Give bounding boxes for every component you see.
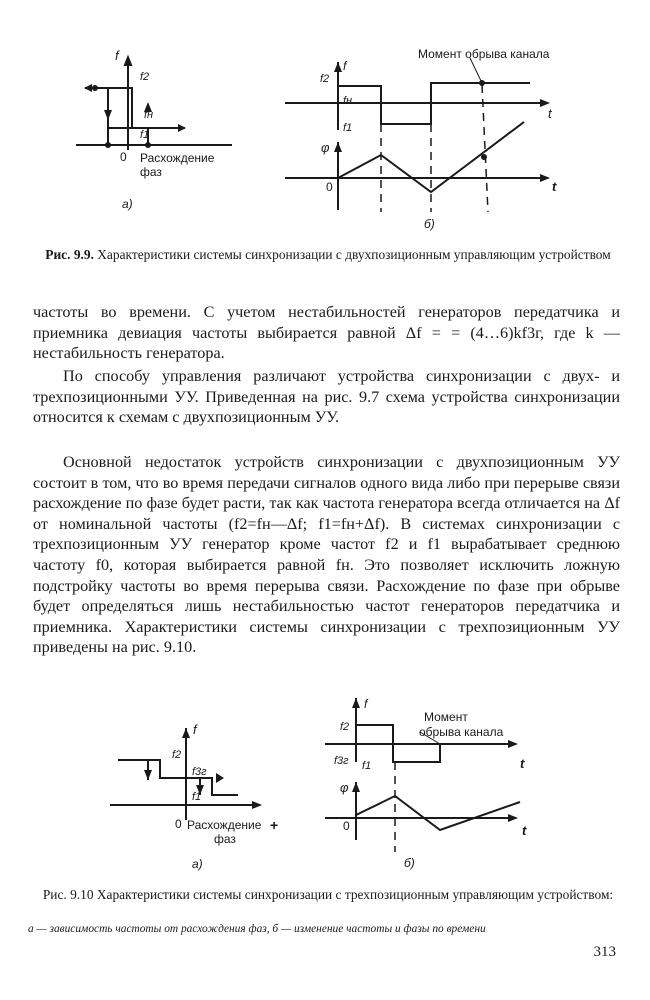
fig910-a-f2: f2 bbox=[172, 749, 182, 761]
fig99-b-t2: t bbox=[552, 179, 557, 194]
fig910-a-xlabel-1: Расхождение bbox=[187, 818, 262, 832]
fig99-a-fh: fн bbox=[144, 109, 154, 121]
fig99-a-xlabel-1: Расхождение bbox=[140, 151, 215, 165]
fig910-b-panel: б) bbox=[404, 856, 415, 870]
caption-9-10-label: Рис. 9.10 bbox=[42, 887, 94, 902]
fig99-a-f2: f2 bbox=[140, 71, 150, 83]
fig99-b-fh: fн bbox=[343, 95, 353, 107]
fig99-a-f1: f1 bbox=[140, 129, 150, 141]
fig99-b-panel: б) bbox=[424, 217, 435, 231]
fig910-a-f1: f1 bbox=[192, 791, 202, 803]
fig910-b-axis-f: f bbox=[364, 697, 368, 711]
paragraph-2: По способу управления различают устройства синхронизации с двух- и трехпозиционными УУ. Приведенная на рис. 9.7 схема устройства синхронизации относится к схемам с двухпозиционным УУ. bbox=[33, 367, 620, 427]
fig910-b-f2: f2 bbox=[340, 721, 350, 733]
caption-9-10 bbox=[28, 886, 628, 903]
fig910-b-phi: φ bbox=[340, 780, 349, 795]
fig99-b-zero: 0 bbox=[326, 180, 333, 194]
page-number: 313 bbox=[593, 944, 616, 960]
caption-9-10-text: Характеристики системы синхронизации с трехпозиционным управляющим устройством: bbox=[96, 887, 614, 902]
paragraph-3: Основной недостаток устройств синхронизации с двухпозиционным УУ состоит в том, что во время передачи сигналов одного вида либо при перерыве связи расхождение по фазе будет расти, так как частота генератора всегда отличается на Δf от номинальной частоты (f2=fн—Δf; f1=fн+Δf). В системах синхронизации с трехпозиционным УУ генератор кроме частот f2 и f1 вырабатывает среднюю частоту f0, которая выбирается равной fн. Это позволяет исключить ложную подстройку частоты во время перерыва связи. Расхождение по фазе при обрыве будет определяться лишь нестабильностью частот генераторов передатчика и приемника. Характеристики системы синхронизации с трехпозиционным УУ приведены на рис. 9.10. bbox=[33, 453, 620, 657]
fig910-b-t: t bbox=[520, 756, 525, 771]
fig99-b-f2: f2 bbox=[320, 73, 330, 85]
fig910-b-f3g: f3г bbox=[334, 755, 349, 767]
fig910-b-t2: t bbox=[522, 823, 527, 838]
fig910-a-axis-f: f bbox=[193, 722, 197, 737]
caption-9-9-text: Характеристики системы синхронизации с двухпозиционным управляющим устройством bbox=[97, 247, 611, 262]
fig99-a-panel: а) bbox=[122, 197, 133, 211]
fig910-b-zero: 0 bbox=[343, 819, 350, 833]
fig99-a-xlabel-2: фаз bbox=[140, 165, 162, 179]
fig910-a-f3g: f3г bbox=[192, 766, 207, 778]
paragraph-1: частоты во времени. С учетом нестабильностей генераторов передатчика и приемника девиация частоты выбирается равной Δf = = (4…6)kf3г, где k — нестабильность генератора. bbox=[33, 303, 620, 363]
fig99-a-zero: 0 bbox=[120, 150, 127, 164]
fig910-a-xlabel-2: фаз bbox=[214, 832, 236, 846]
fig910-a-panel: а) bbox=[192, 857, 203, 871]
fig910-b-f1: f1 bbox=[362, 760, 372, 772]
fig910-a-plus: + bbox=[270, 817, 279, 833]
fig99-b-t: t bbox=[548, 106, 552, 121]
fig99-b-f1: f1 bbox=[343, 122, 353, 134]
caption-9-9-label: Рис. 9.9. bbox=[45, 247, 94, 262]
fig99-b-phi: φ bbox=[321, 140, 330, 155]
fig99-a-axis-f: f bbox=[115, 48, 119, 63]
fig910-a-zero: 0 bbox=[175, 817, 182, 831]
fig99-b-annotation: Момент обрыва канала bbox=[418, 47, 550, 61]
fig99-b-axis-f: f bbox=[343, 59, 347, 73]
fig910-b-annotation-1: Момент bbox=[424, 710, 468, 724]
caption-9-10-legend: а — зависимость частоты от расхождения фаз, б — изменение частоты и фазы по времени bbox=[28, 923, 486, 935]
fig910-b-annotation-2: обрыва канала bbox=[419, 725, 504, 739]
